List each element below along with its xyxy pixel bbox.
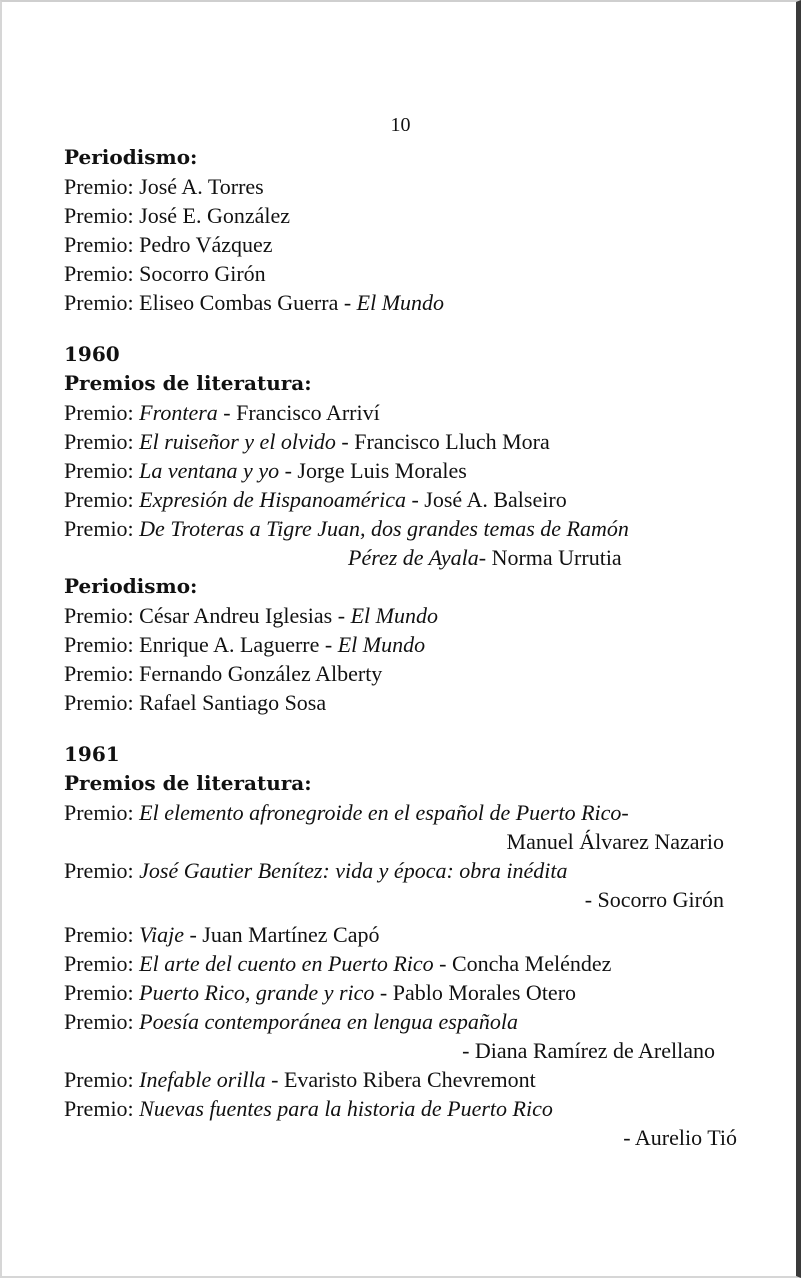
section-heading: Periodismo: (64, 574, 198, 598)
award-entry: Premio: Eliseo Combas Guerra - El Mundo (64, 290, 445, 315)
award-entry: Premio: La ventana y yo - Jorge Luis Morales (64, 458, 467, 483)
year-heading: 1960 (64, 342, 120, 366)
award-entry: Premio: Frontera - Francisco Arriví (64, 400, 380, 425)
award-entry: Premio: Rafael Santiago Sosa (64, 690, 327, 715)
award-entry: Premio: El arte del cuento en Puerto Rico - Concha Meléndez (64, 951, 612, 976)
award-entry: Premio: Socorro Girón (64, 261, 266, 286)
award-entry: Premio: César Andreu Iglesias - El Mundo (64, 603, 438, 628)
award-entry-continuation: - Socorro Girón (584, 887, 724, 912)
section-heading: Premios de literatura: (64, 771, 312, 795)
award-entry: Premio: Expresión de Hispanoamérica - José A. Balseiro (64, 487, 567, 512)
award-entry: Premio: Pedro Vázquez (64, 232, 273, 257)
award-entry-continuation: Manuel Álvarez Nazario (506, 829, 724, 854)
award-entry: Premio: José E. González (64, 203, 291, 228)
award-entry: Premio: José A. Torres (64, 174, 264, 199)
award-entry: Premio: Puerto Rico, grande y rico - Pablo Morales Otero (64, 980, 577, 1005)
award-entry: Premio: El ruiseñor y el olvido - Francisco Lluch Mora (64, 429, 550, 454)
award-entry: Premio: De Troteras a Tigre Juan, dos grandes temas de Ramón (64, 516, 629, 541)
award-entry: Premio: José Gautier Benítez: vida y época: obra inédita (64, 858, 568, 883)
award-entry-continuation: Pérez de Ayala- Norma Urrutia (348, 545, 622, 570)
award-entry-continuation: - Diana Ramírez de Arellano (462, 1038, 715, 1063)
award-entry: Premio: Enrique A. Laguerre - El Mundo (64, 632, 426, 657)
award-entry: Premio: Fernando González Alberty (64, 661, 383, 686)
award-entry-continuation: - Aurelio Tió (623, 1125, 737, 1150)
section-heading: Periodismo: (64, 145, 198, 169)
award-entry: Premio: Poesía contemporánea en lengua española (64, 1009, 518, 1034)
award-entry: Premio: El elemento afronegroide en el español de Puerto Rico- (64, 800, 629, 825)
section-heading: Premios de literatura: (64, 371, 312, 395)
page-number: 10 (390, 114, 411, 136)
award-entry: Premio: Viaje - Juan Martínez Capó (64, 922, 380, 947)
award-entry: Premio: Inefable orilla - Evaristo Ribera Chevremont (64, 1067, 536, 1092)
document-body (64, 143, 737, 1152)
award-entry: Premio: Nuevas fuentes para la historia de Puerto Rico (64, 1096, 553, 1121)
year-heading: 1961 (64, 742, 120, 766)
